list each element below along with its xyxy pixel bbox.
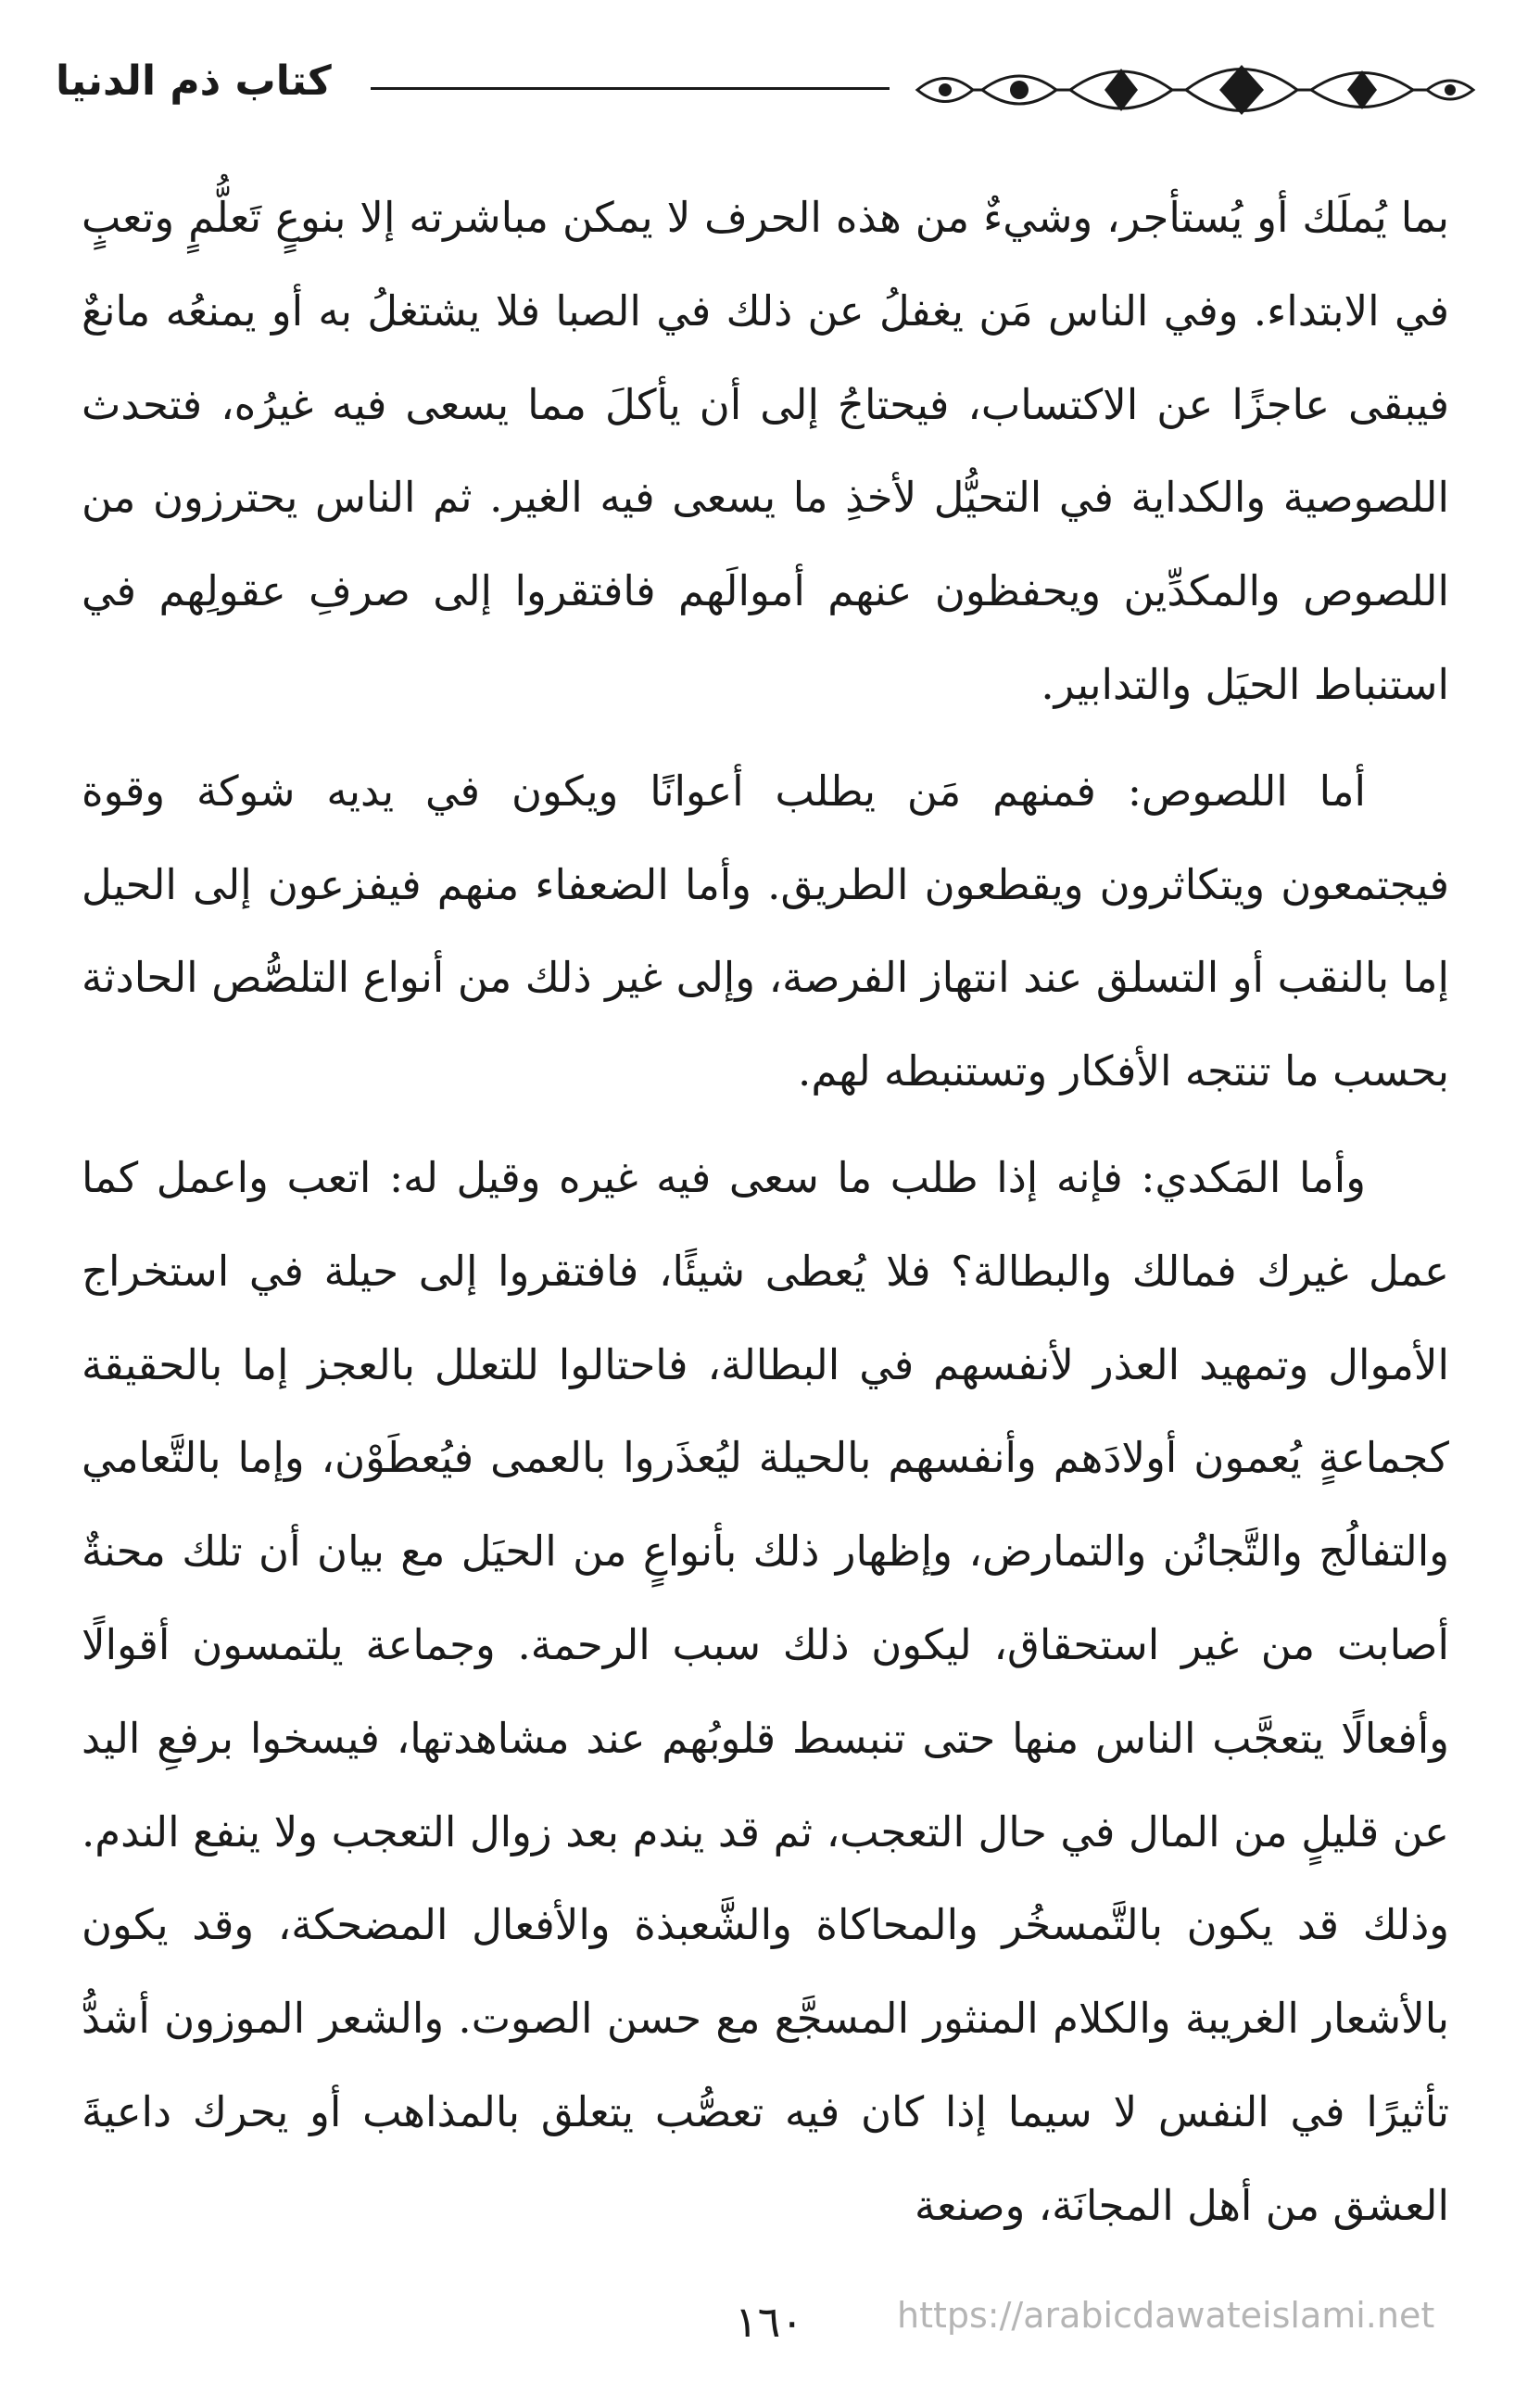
header-rule [371, 87, 890, 90]
paragraph-1: بما يُملَك أو يُستأجر، وشيءٌ من هذه الحرف لا يمكن مباشرته إلا بنوعٍ تَعلُّمٍ وتعبٍ في الابتداء. وفي الناس مَن يغفلُ عن ذلك في الصبا فلا يشتغلُ به أو يمنعُه مانعٌ فيبقى عاجزًا عن الاكتساب، فيحتاجُ إلى أن يأكلَ مما يسعى فيه غيرُه، فتحدث اللصوصية والكداية في التحيُّل لأخذِ ما يسعى فيه الغير. ثم الناس يحترزون من اللصوص والمكدِّين ويحفظون عنهم أموالَهم فافتقروا إلى صرفِ عقولِهم في استنباط الحيَل والتدابير. [82, 193, 1449, 709]
body-text [82, 171, 1449, 2266]
paragraph-2: أما اللصوص: فمنهم مَن يطلب أعوانًا ويكون في يديه شوكة وقوة فيجتمعون ويتكاثرون ويقطعون الطريق. وأما الضعفاء منهم فيفزعون إلى الحيل إما بالنقب أو التسلق عند انتهاز الفرصة، وإلى غير ذلك من أنواع التلصُّص الحادثة بحسب ما تنتجه الأفكار وتستنبطه لهم. [82, 766, 1449, 1096]
book-title: كتاب ذم الدنيا [56, 57, 332, 105]
page-number: ١٦٠ [734, 2297, 804, 2347]
watermark-url: https://arabicdawateislami.net [897, 2295, 1435, 2336]
paragraph-3: وأما المَكدي: فإنه إذا طلب ما سعى فيه غيره وقيل له: اتعب واعمل كما عمل غيرك فمالك والبطالة؟ فلا يُعطى شيئًا، فافتقروا إلى حيلة في استخراج الأموال وتمهيد العذر لأنفسهم في البطالة، فاحتالوا للتعلل بالعجز إما بالحقيقة كجماعةٍ يُعمون أولادَهم وأنفسهم بالحيلة ليُعذَروا بالعمى فيُعطَوْن، وإما بالتَّعامي والتفالُج والتَّجانُن والتمارض، وإظهار ذلك بأنواعٍ من الحيَل مع بيان أن تلك محنةٌ أصابت من غير استحقاق، ليكون ذلك سبب الرحمة. وجماعة يلتمسون أقوالًا وأفعالًا يتعجَّب الناس منها حتى تنبسط قلوبُهم عند مشاهدتها، فيسخوا برفعِ اليد عن قليلٍ من المال في حال التعجب، ثم قد يندم بعد زوال التعجب ولا ينفع الندم. وذلك قد يكون بالتَّمسخُر والمحاكاة والشَّعبذة والأفعال المضحكة، وقد يكون بالأشعار الغريبة والكلام المنثور المسجَّع مع حسن الصوت. والشعر الموزون أشدُّ تأثيرًا في النفس لا سيما إذا كان فيه تعصُّب يتعلق بالمذاهب أو يحرك داعيةَ العشق من أهل المجانَة، وصنعة [82, 1152, 1449, 2230]
ornamental-border-icon [908, 48, 1483, 132]
page-header [56, 48, 1484, 132]
